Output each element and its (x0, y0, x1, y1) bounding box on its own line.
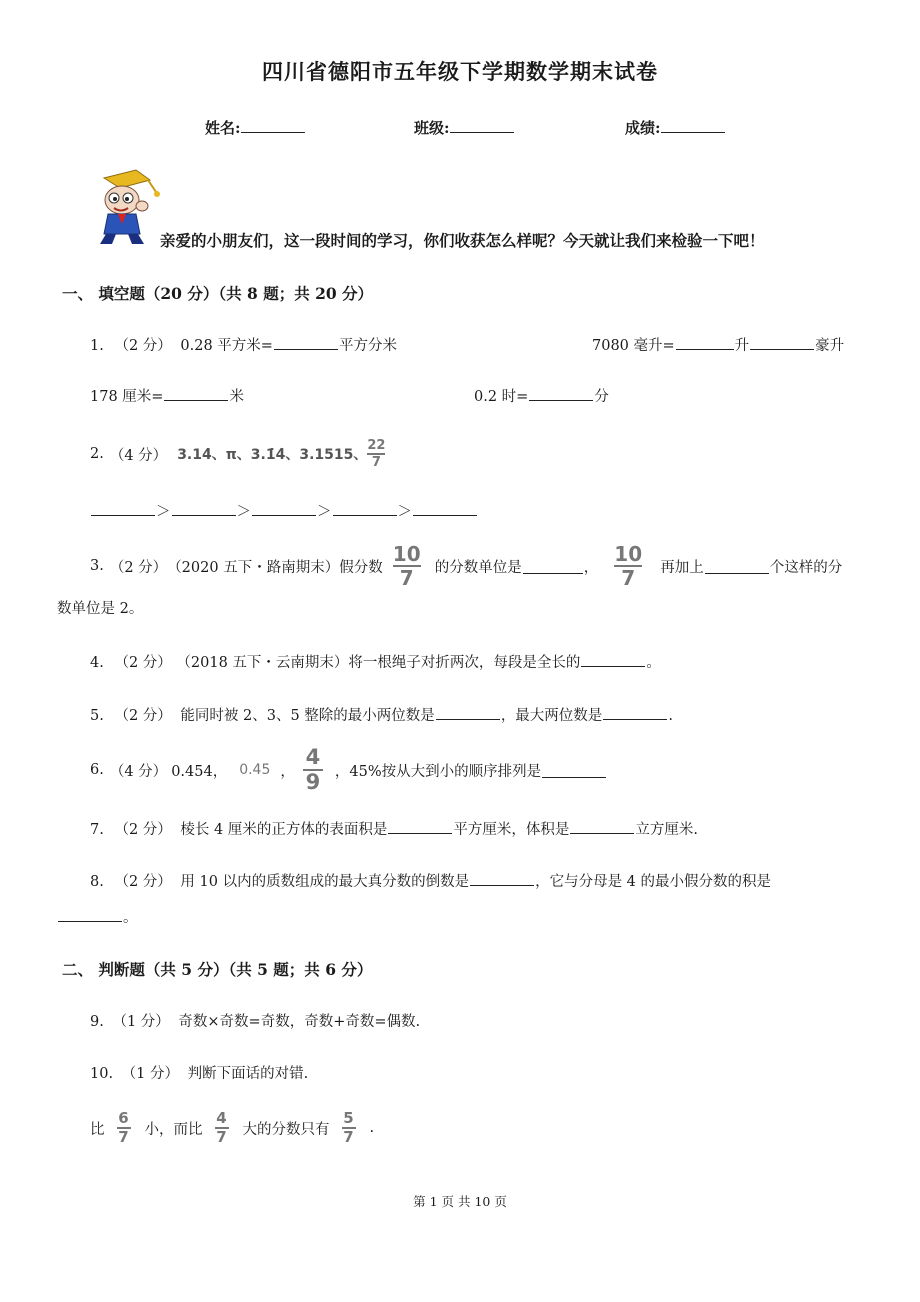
answer-blank[interactable] (388, 819, 452, 834)
question-score: （4 分） (109, 447, 168, 464)
fraction-numerator: 22 (367, 438, 386, 453)
question-text: 立方厘米. (635, 822, 698, 838)
fraction-6-7 (117, 1111, 131, 1145)
question-text: . (369, 1120, 375, 1136)
question-text: 比 (90, 1121, 105, 1138)
question-number: 5. (90, 708, 104, 724)
fraction-numerator: 6 (118, 1109, 129, 1127)
question-score: （1 分） (112, 1014, 170, 1030)
question-text: ， (583, 559, 599, 576)
question-10 (90, 1062, 308, 1083)
fraction-denominator: 7 (621, 566, 636, 590)
question-text: （2018 五下・云南期末）将一根绳子对折两次，每段是全长的 (176, 655, 581, 671)
score-field (625, 116, 725, 138)
question-text: 能同时被 2、3、5 整除的最小两位数是 (180, 708, 435, 724)
question-number: 1. (90, 338, 104, 354)
question-score: （1 分） (121, 1066, 180, 1082)
fraction-denominator: 7 (118, 1128, 129, 1146)
question-text: 豪升 (815, 338, 845, 354)
intro-text: 亲爱的小朋友们，这一段时间的学习，你们收获怎么样呢？今天就让我们来检验一下吧！ (160, 231, 765, 250)
fraction-4-7 (215, 1111, 229, 1145)
question-text: 个这样的分 (769, 559, 843, 576)
question-text: 米 (229, 389, 244, 405)
question-text: 大的分数只有 (242, 1121, 330, 1138)
answer-blank[interactable] (570, 819, 634, 834)
question-text: 0.28 平方米= (180, 338, 273, 354)
question-10-statement (90, 1106, 374, 1150)
question-text: 小，而比 (144, 1121, 203, 1138)
answer-blank[interactable] (529, 386, 593, 401)
question-source: （2020 五下・路南期末）假分数 (167, 559, 383, 576)
question-text: 平方厘米，体积是 (453, 822, 570, 838)
question-3 (90, 544, 842, 588)
question-text: 7080 毫升= (592, 338, 675, 354)
question-text: 0.2 时= (474, 389, 529, 405)
question-score: （4 分） (109, 763, 168, 780)
fraction-10-7 (393, 544, 421, 588)
question-1-part-d (474, 385, 609, 406)
greater-than-sign: ＞ (156, 504, 171, 520)
question-number: 8. (90, 874, 104, 890)
question-number: 2. (90, 446, 104, 462)
question-text: ，它与分母是 4 的最小假分数的积是 (535, 874, 772, 890)
question-text: 奇数×奇数=奇数，奇数+奇数=偶数. (178, 1014, 421, 1030)
question-number: 3. (90, 558, 104, 574)
question-text: ， (280, 763, 295, 780)
question-number: 10. (90, 1066, 114, 1082)
answer-blank[interactable] (705, 559, 769, 574)
answer-blank[interactable] (676, 335, 734, 350)
fraction-denominator: 7 (371, 455, 381, 470)
answer-blank[interactable] (164, 386, 228, 401)
number-list: 3.14̇、π、3.1̇4̇、3.1515、 (177, 447, 368, 463)
question-score: （2 分） (114, 655, 172, 671)
answer-blank[interactable] (333, 501, 397, 516)
answer-blank[interactable] (581, 652, 645, 667)
class-field (414, 116, 514, 138)
question-text: 。 (123, 910, 138, 926)
answer-blank[interactable] (603, 705, 667, 720)
fraction-numerator: 4 (216, 1109, 227, 1127)
fraction-denominator: 9 (305, 770, 321, 794)
class-label: 班级: (414, 119, 450, 137)
question-1-part-a (90, 334, 397, 355)
greater-than-sign: ＞ (397, 504, 412, 520)
greater-than-sign: ＞ (236, 504, 251, 520)
question-text: 用 10 以内的质数组成的最大真分数的倒数是 (180, 874, 470, 890)
question-score: （2 分） (109, 559, 168, 576)
question-text: 判断下面话的对错. (187, 1066, 309, 1082)
question-2-answer-row (90, 500, 478, 521)
score-label: 成绩: (625, 119, 661, 137)
question-score: （2 分） (114, 338, 172, 354)
class-blank[interactable] (450, 116, 514, 133)
question-text: ，最大两位数是 (500, 708, 603, 724)
question-4 (90, 651, 661, 672)
answer-blank[interactable] (91, 501, 155, 516)
fraction-22-7 (367, 439, 385, 469)
question-text: . (668, 708, 673, 724)
answer-blank[interactable] (274, 335, 338, 350)
question-1-part-b (592, 334, 844, 355)
fraction-numerator: 4 (305, 745, 321, 769)
fraction-5-7 (342, 1111, 356, 1145)
question-text: 棱长 4 厘米的正方体的表面积是 (180, 822, 388, 838)
question-8-continued (57, 906, 138, 927)
answer-blank[interactable] (523, 559, 583, 574)
fraction-denominator: 7 (216, 1128, 227, 1146)
answer-blank[interactable] (542, 763, 606, 778)
answer-blank[interactable] (413, 501, 477, 516)
answer-blank[interactable] (470, 871, 534, 886)
repeating-decimal: 0.4̇5̇ (239, 762, 271, 778)
name-label: 姓名: (205, 119, 241, 137)
name-blank[interactable] (241, 116, 305, 133)
question-text: 平方分米 (338, 338, 397, 354)
question-7 (90, 818, 698, 839)
greater-than-sign: ＞ (317, 504, 332, 520)
page-title: 四川省德阳市五年级下学期数学期末试卷 (262, 59, 658, 84)
section-2-title: 二、 判断题（共 5 分）（共 5 题；共 6 分） (62, 960, 373, 979)
question-number: 6. (90, 762, 104, 778)
mascot-icon (92, 168, 166, 246)
fraction-4-9 (303, 747, 323, 793)
question-text: 178 厘米= (90, 389, 164, 405)
answer-blank[interactable] (750, 335, 814, 350)
section-1-title: 一、 填空题（20 分）（共 8 题；共 20 分） (62, 284, 374, 303)
question-score: （2 分） (114, 822, 172, 838)
question-score: （2 分） (114, 874, 172, 890)
question-1-part-c (90, 385, 244, 406)
fraction-numerator: 5 (343, 1109, 354, 1127)
question-score: （2 分） (114, 708, 172, 724)
question-9 (90, 1010, 420, 1031)
page-footer: 第 1 页 共 10 页 (413, 1194, 507, 1209)
answer-blank[interactable] (436, 705, 500, 720)
answer-blank[interactable] (58, 907, 122, 922)
question-number: 7. (90, 822, 104, 838)
question-number: 4. (90, 655, 104, 671)
question-3-continued: 数单位是 2。 (57, 601, 144, 617)
question-5 (90, 704, 673, 725)
answer-blank[interactable] (252, 501, 316, 516)
question-number: 9. (90, 1014, 104, 1030)
question-text: 分 (594, 389, 609, 405)
question-6 (90, 746, 607, 794)
fraction-numerator: 10 (392, 542, 421, 566)
score-blank[interactable] (661, 116, 725, 133)
question-2 (90, 434, 385, 474)
fraction-denominator: 7 (399, 566, 414, 590)
question-text: 。 (646, 655, 661, 671)
question-text: 0.454， (171, 763, 228, 780)
fraction-denominator: 7 (343, 1128, 354, 1146)
question-text: 再加上 (660, 559, 704, 576)
fraction-10-7 (614, 544, 642, 588)
name-field (205, 116, 305, 138)
question-8 (90, 870, 771, 891)
answer-blank[interactable] (172, 501, 236, 516)
question-text: 的分数单位是 (434, 559, 522, 576)
fraction-numerator: 10 (614, 542, 643, 566)
question-text: ，45%按从大到小的顺序排列是 (334, 763, 542, 780)
question-text: 升 (734, 338, 750, 354)
